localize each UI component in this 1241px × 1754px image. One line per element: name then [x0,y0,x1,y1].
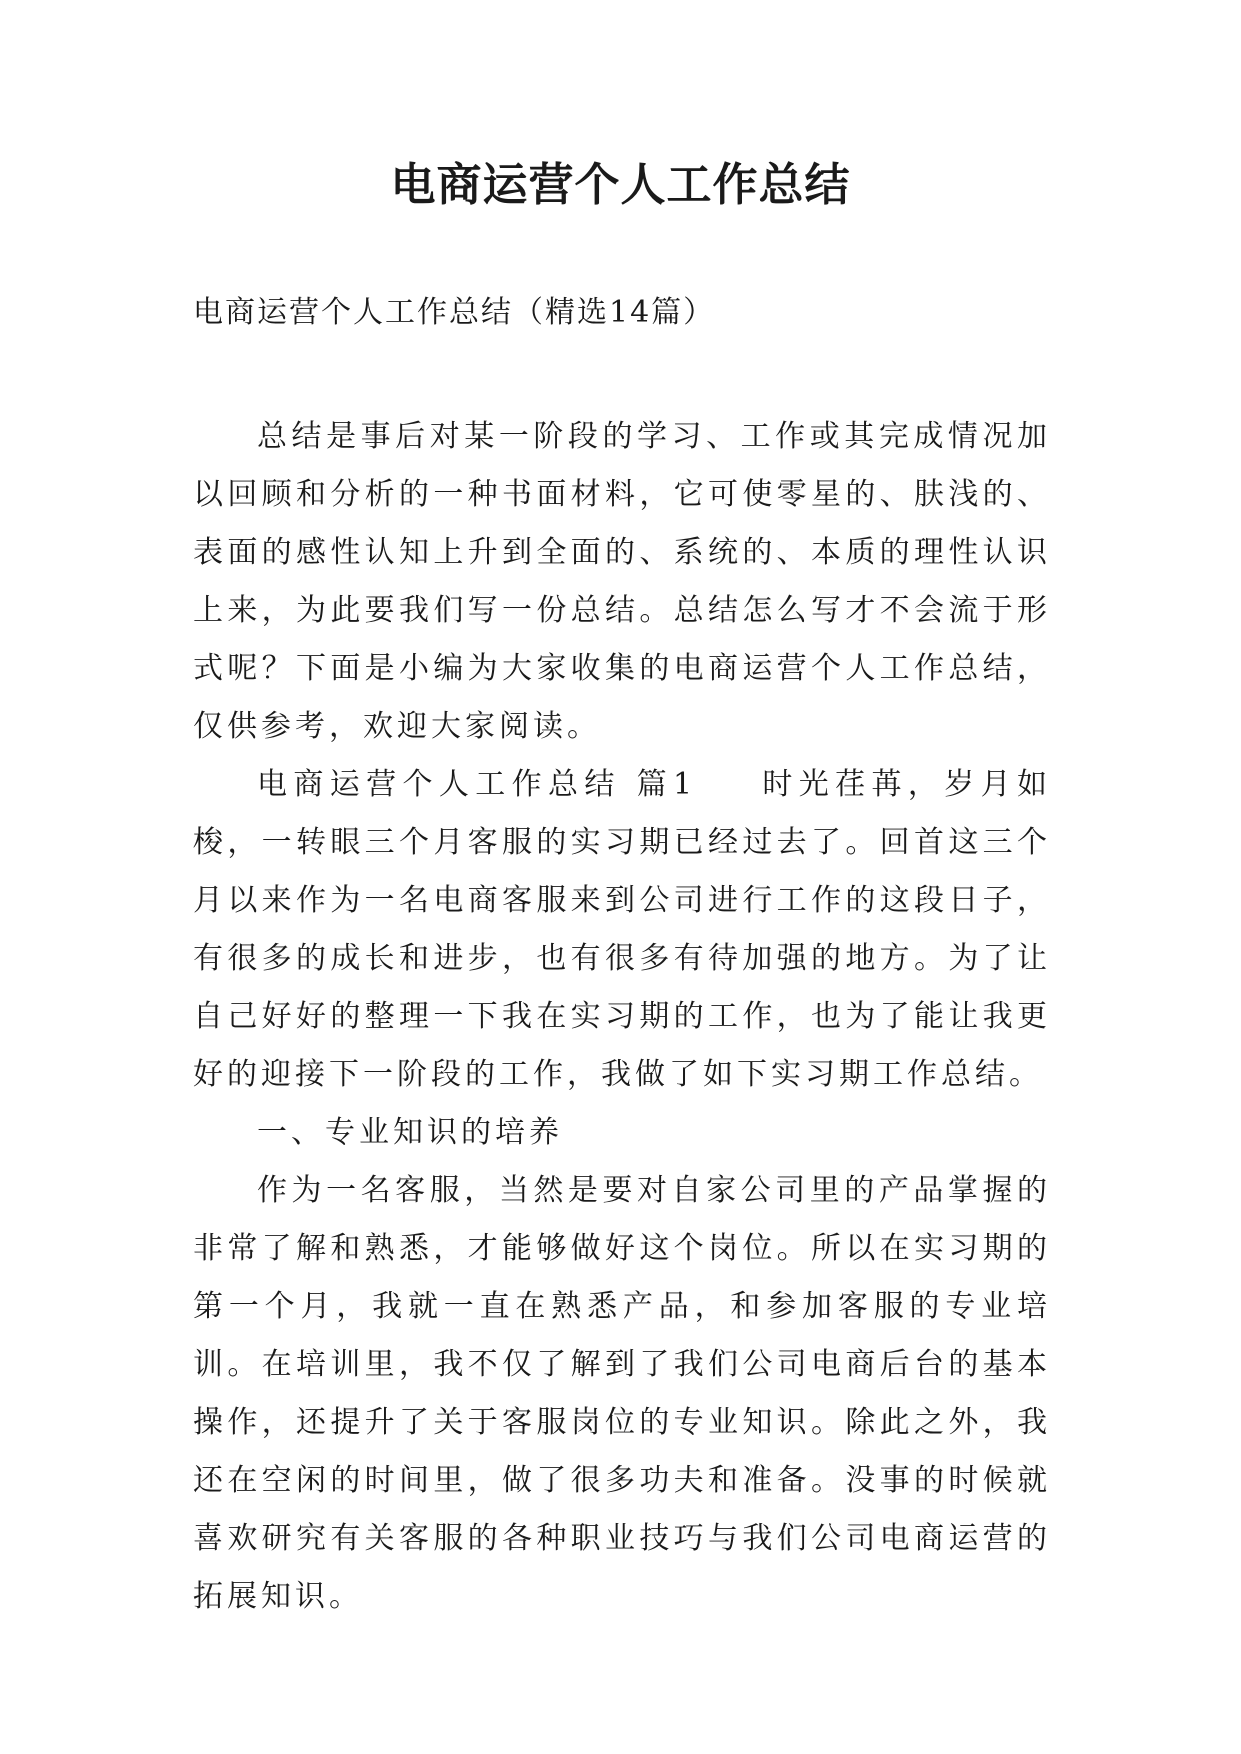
section-1-text: 时光荏苒，岁月如梭，一转眼三个月客服的实习期已经过去了。回首这三个月以来作为一名电商客服来到公司进行工作的这段日子，有很多的成长和进步，也有很多有待加强的地方。为了让自己好好的整理一下我在实习期的工作，也为了能让我更好的迎接下一阶段的工作，我做了如下实习期工作总结。 [193,767,1052,1092]
document-subtitle: 电商运营个人工作总结（精选14篇） [193,295,716,330]
section-1-paragraph [193,756,1051,1104]
document-body [193,408,1051,1626]
section-1-heading: 电商运营个人工作总结 篇1 [257,767,697,802]
intro-paragraph: 总结是事后对某一阶段的学习、工作或其完成情况加以回顾和分析的一种书面材料，它可使零星的、肤浅的、表面的感性认知上升到全面的、系统的、本质的理性认识上来，为此要我们写一份总结。总结怎么写才不会流于形式呢？下面是小编为大家收集的电商运营个人工作总结，仅供参考，欢迎大家阅读。 [193,419,1051,744]
subheading-knowledge: 一、专业知识的培养 [257,1115,563,1150]
knowledge-paragraph: 作为一名客服，当然是要对自家公司里的产品掌握的非常了解和熟悉，才能够做好这个岗位。所以在实习期的第一个月，我就一直在熟悉产品，和参加客服的专业培训。在培训里，我不仅了解到了我们公司电商后台的基本操作，还提升了关于客服岗位的专业知识。除此之外，我还在空闲的时间里，做了很多功夫和准备。没事的时候就喜欢研究有关客服的各种职业技巧与我们公司电商运营的拓展知识。 [193,1173,1051,1614]
document-title: 电商运营个人工作总结 [390,158,851,211]
